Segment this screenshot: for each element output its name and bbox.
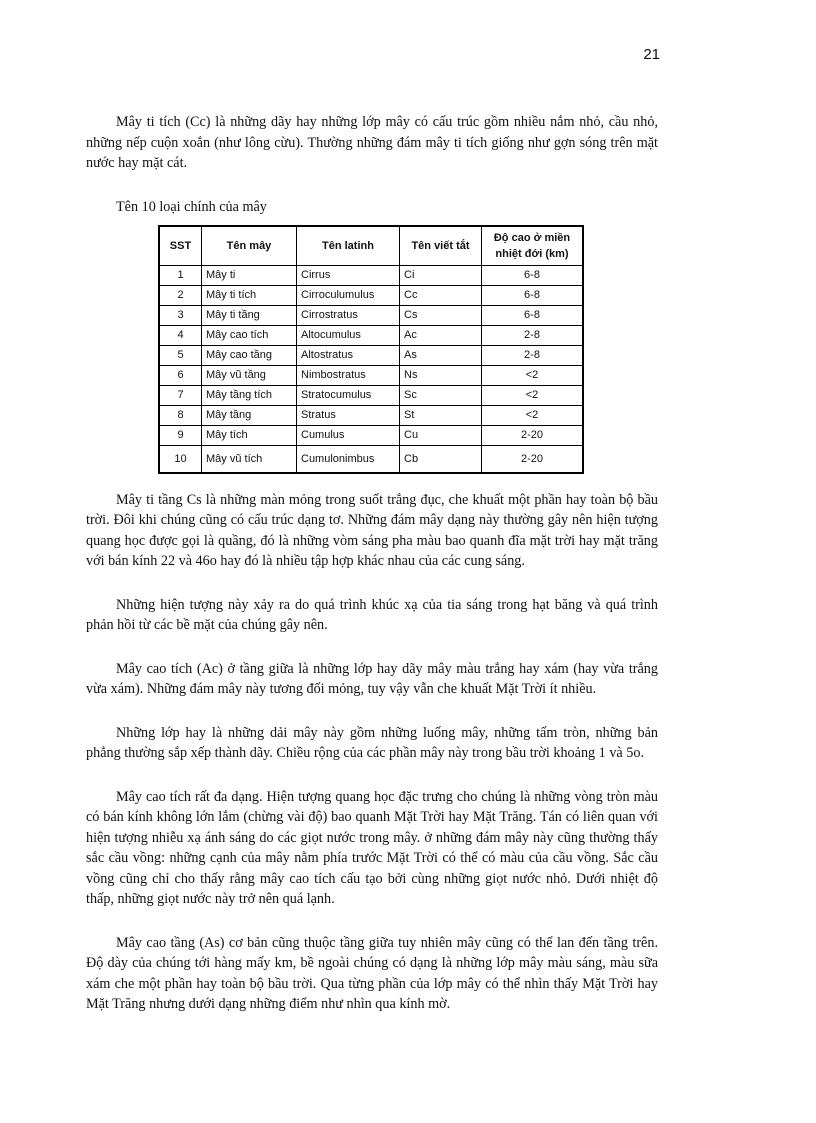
cell-stt: 4 — [159, 325, 202, 345]
cell-stt: 9 — [159, 425, 202, 445]
cell-stt: 8 — [159, 405, 202, 425]
cell-stt: 2 — [159, 285, 202, 305]
table-row — [159, 265, 583, 285]
cell-latin: Altocumulus — [297, 325, 400, 345]
table-row — [159, 325, 583, 345]
header-height-line1: Độ cao ở miền — [493, 231, 571, 244]
cell-name: Mây cao tích — [202, 325, 297, 345]
cell-abbr: Ac — [400, 325, 482, 345]
cell-stt: 6 — [159, 365, 202, 385]
cell-abbr: Cc — [400, 285, 482, 305]
cell-stt: 1 — [159, 265, 202, 285]
cell-name: Mây ti — [202, 265, 297, 285]
page-content — [86, 112, 658, 1015]
cell-abbr: Cs — [400, 305, 482, 325]
paragraph-cirrocumulus: Mây ti tích (Cc) là những dãy hay những lớp mây có cấu trúc gồm nhiều nắm nhỏ, cầu nhỏ, những nếp cuộn xoắn (như lông cừu). Thường những đám mây ti tích giống như gợn sóng trên mặt nước hay mặt cát. — [86, 114, 658, 171]
cell-name: Mây cao tầng — [202, 345, 297, 365]
cell-latin: Cumulus — [297, 425, 400, 445]
paragraph-altostratus: Mây cao tầng (As) cơ bản cũng thuộc tầng giữa tuy nhiên mây cũng có thể lan đến tầng trên. Độ dày của chúng tới hàng mấy km, bề ngoài chúng có dạng là những lớp mây màu sáng, màu sữa xám che một phần hay toàn bộ bầu trời. Qua từng phần của lớp mây có thể nhìn thấy Mặt Trời hay Mặt Trăng nhưng dưới dạng những điểm như nhìn qua kính mờ. — [86, 934, 658, 1012]
cell-stt: 3 — [159, 305, 202, 325]
table-row — [159, 445, 583, 473]
cell-height: <2 — [482, 365, 584, 385]
cell-abbr: Cu — [400, 425, 482, 445]
header-abbr: Tên viết tắt — [400, 226, 482, 266]
cell-name: Mây vũ tích — [202, 445, 297, 473]
cell-height: 2-20 — [482, 445, 584, 473]
cell-latin: Stratocumulus — [297, 385, 400, 405]
cell-height: 2-20 — [482, 425, 584, 445]
cell-latin: Cirroculumulus — [297, 285, 400, 305]
cell-stt: 7 — [159, 385, 202, 405]
header-name: Tên mây — [202, 226, 297, 266]
paragraph-altocumulus: Mây cao tích (Ac) ở tầng giữa là những lớp hay dãy mây màu trắng hay xám (hay vừa trắng vừa xám). Những đám mây này tương đối mỏng, tuy vậy vẫn che khuất Mặt Trời ít nhiều. — [86, 660, 658, 697]
cell-latin: Nimbostratus — [297, 365, 400, 385]
cell-name: Mây tầng — [202, 405, 297, 425]
table-header-row — [159, 226, 583, 266]
cell-abbr: Sc — [400, 385, 482, 405]
table-caption: Tên 10 loại chính của mây — [116, 198, 267, 215]
cell-abbr: St — [400, 405, 482, 425]
cell-height: 6-8 — [482, 265, 584, 285]
cell-height: 6-8 — [482, 285, 584, 305]
page-number: 21 — [643, 46, 660, 63]
cell-abbr: Cb — [400, 445, 482, 473]
cell-stt: 10 — [159, 445, 202, 473]
cell-name: Mây ti tầng — [202, 305, 297, 325]
table-row — [159, 285, 583, 305]
paragraph-cloud-layers: Những lớp hay là những dải mây này gồm những luống mây, những tấm tròn, những bản phẳng thường sắp xếp thành dãy. Chiều rộng của các phần mây này trong bầu trời khoảng 1 và 5o. — [86, 724, 658, 761]
table-body — [159, 265, 583, 473]
table-row — [159, 305, 583, 325]
cell-height: 2-8 — [482, 325, 584, 345]
header-latin: Tên latinh — [297, 226, 400, 266]
table-row — [159, 385, 583, 405]
cell-latin: Stratus — [297, 405, 400, 425]
cell-latin: Altostratus — [297, 345, 400, 365]
paragraph-cirrostratus: Mây ti tầng Cs là những màn mỏng trong suốt trắng đục, che khuất một phần hay toàn bộ bầu trời. Đôi khi chúng cũng có cấu trúc dạng tơ. Những đám mây dạng này thường gây nên hiện tượng quang học được gọi là quầng, đó là những vòm sáng pha màu bao quanh đĩa mặt trời hay mặt trăng với bán kính 22 và 46o hay đó là nhiều tập hợp khác nhau của các cung sáng. — [86, 491, 658, 569]
cell-abbr: Ns — [400, 365, 482, 385]
cell-name: Mây ti tích — [202, 285, 297, 305]
cloud-types-table — [158, 225, 584, 474]
table-row — [159, 405, 583, 425]
cell-stt: 5 — [159, 345, 202, 365]
paragraph-halo-phenomena: Những hiện tượng này xảy ra do quá trình khúc xạ của tia sáng trong hạt băng và quá trình phản hồi từ các bề mặt của chúng gây nên. — [86, 596, 658, 633]
table-row — [159, 345, 583, 365]
cell-latin: Cirrostratus — [297, 305, 400, 325]
paragraph-altocumulus-optics: Mây cao tích rất đa dạng. Hiện tượng quang học đặc trưng cho chúng là những vòng tròn màu có bán kính không lớn lắm (chừng vài độ) bao quanh Mặt Trời hay Mặt Trăng. Tán có liên quan với hiện tượng nhiễu xạ ánh sáng do các giọt nước trong mây. ở những đám mây này cũng thường thấy sắc cầu vồng: những cạnh của mây nằm phía trước Mặt Trời có thể có màu của cầu vồng. Sắc cầu vồng cũng chỉ cho thấy rằng mây cao tích cấu tạo bởi cùng những giọt nước nhỏ. Dưới nhiệt độ thấp, những giọt nước này trở nên quá lạnh. — [86, 788, 658, 907]
cell-abbr: As — [400, 345, 482, 365]
cell-latin: Cirrus — [297, 265, 400, 285]
header-height-line2: nhiệt đới (km) — [495, 247, 569, 260]
cell-height: <2 — [482, 385, 584, 405]
header-stt: SST — [159, 226, 202, 266]
table-row — [159, 365, 583, 385]
cell-height: 2-8 — [482, 345, 584, 365]
cell-height: 6-8 — [482, 305, 584, 325]
header-height — [482, 226, 584, 266]
table-row — [159, 425, 583, 445]
cell-name: Mây tầng tích — [202, 385, 297, 405]
cell-abbr: Ci — [400, 265, 482, 285]
cell-name: Mây vũ tầng — [202, 365, 297, 385]
cell-height: <2 — [482, 405, 584, 425]
cell-latin: Cumulonimbus — [297, 445, 400, 473]
cell-name: Mây tích — [202, 425, 297, 445]
